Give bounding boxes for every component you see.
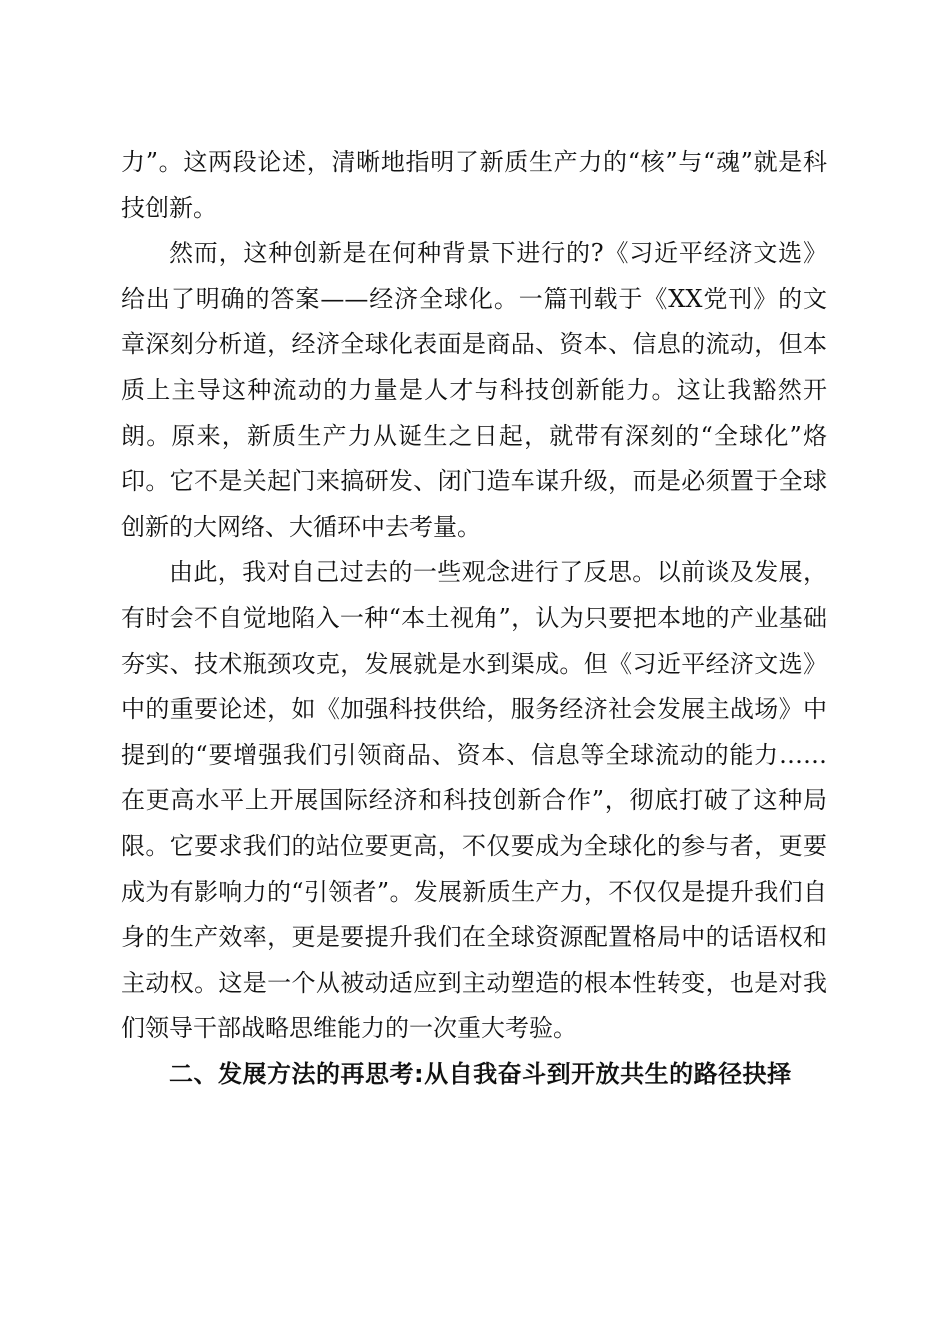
paragraph-reflection: 由此，我对自己过去的一些观念进行了反思。以前谈及发展，有时会不自觉地陷入一种“本土视角”，认为只要把本地的产业基础夯实、技术瓶颈攻克，发展就是水到渠成。但《习近平经济文选》中的重要论述，如《加强科技供给，服务经济社会发展主战场》中提到的“要增强我们引领商品、资本、信息等全球流动的能力……在更高水平上开展国际经济和科技创新合作”，彻底打破了这种局限。它要求我们的站位要更高，不仅要成为全球化的参与者，更要成为有影响力的“引领者”。发展新质生产力，不仅仅是提升我们自身的生产效率，更是要提升我们在全球资源配置格局中的话语权和主动权。这是一个从被动适应到主动塑造的根本性转变，也是对我们领导干部战略思维能力的一次重大考验。 bbox=[121, 558, 827, 1043]
paragraph-globalization-background: 然而，这种创新是在何种背景下进行的?《习近平经济文选》给出了明确的答案——经济全球化。一篇刊载于《XX党刊》的文章深刻分析道，经济全球化表面是商品、资本、信息的流动，但本质上主导这种流动的力量是人才与科技创新能力。这让我豁然开朗。原来，新质生产力从诞生之日起，就带有深刻的“全球化”烙印。它不是关起门来搞研发、闭门造车谋升级，而是必须置于全球创新的大网络、大循环中去考量。 bbox=[121, 239, 827, 541]
document-body bbox=[121, 140, 827, 1097]
section-heading: 二、发展方法的再思考:从自我奋斗到开放共生的路径抉择 bbox=[169, 1059, 792, 1088]
paragraph-continuation: 力”。这两段论述，清晰地指明了新质生产力的“核”与“魂”就是科技创新。 bbox=[121, 148, 827, 222]
